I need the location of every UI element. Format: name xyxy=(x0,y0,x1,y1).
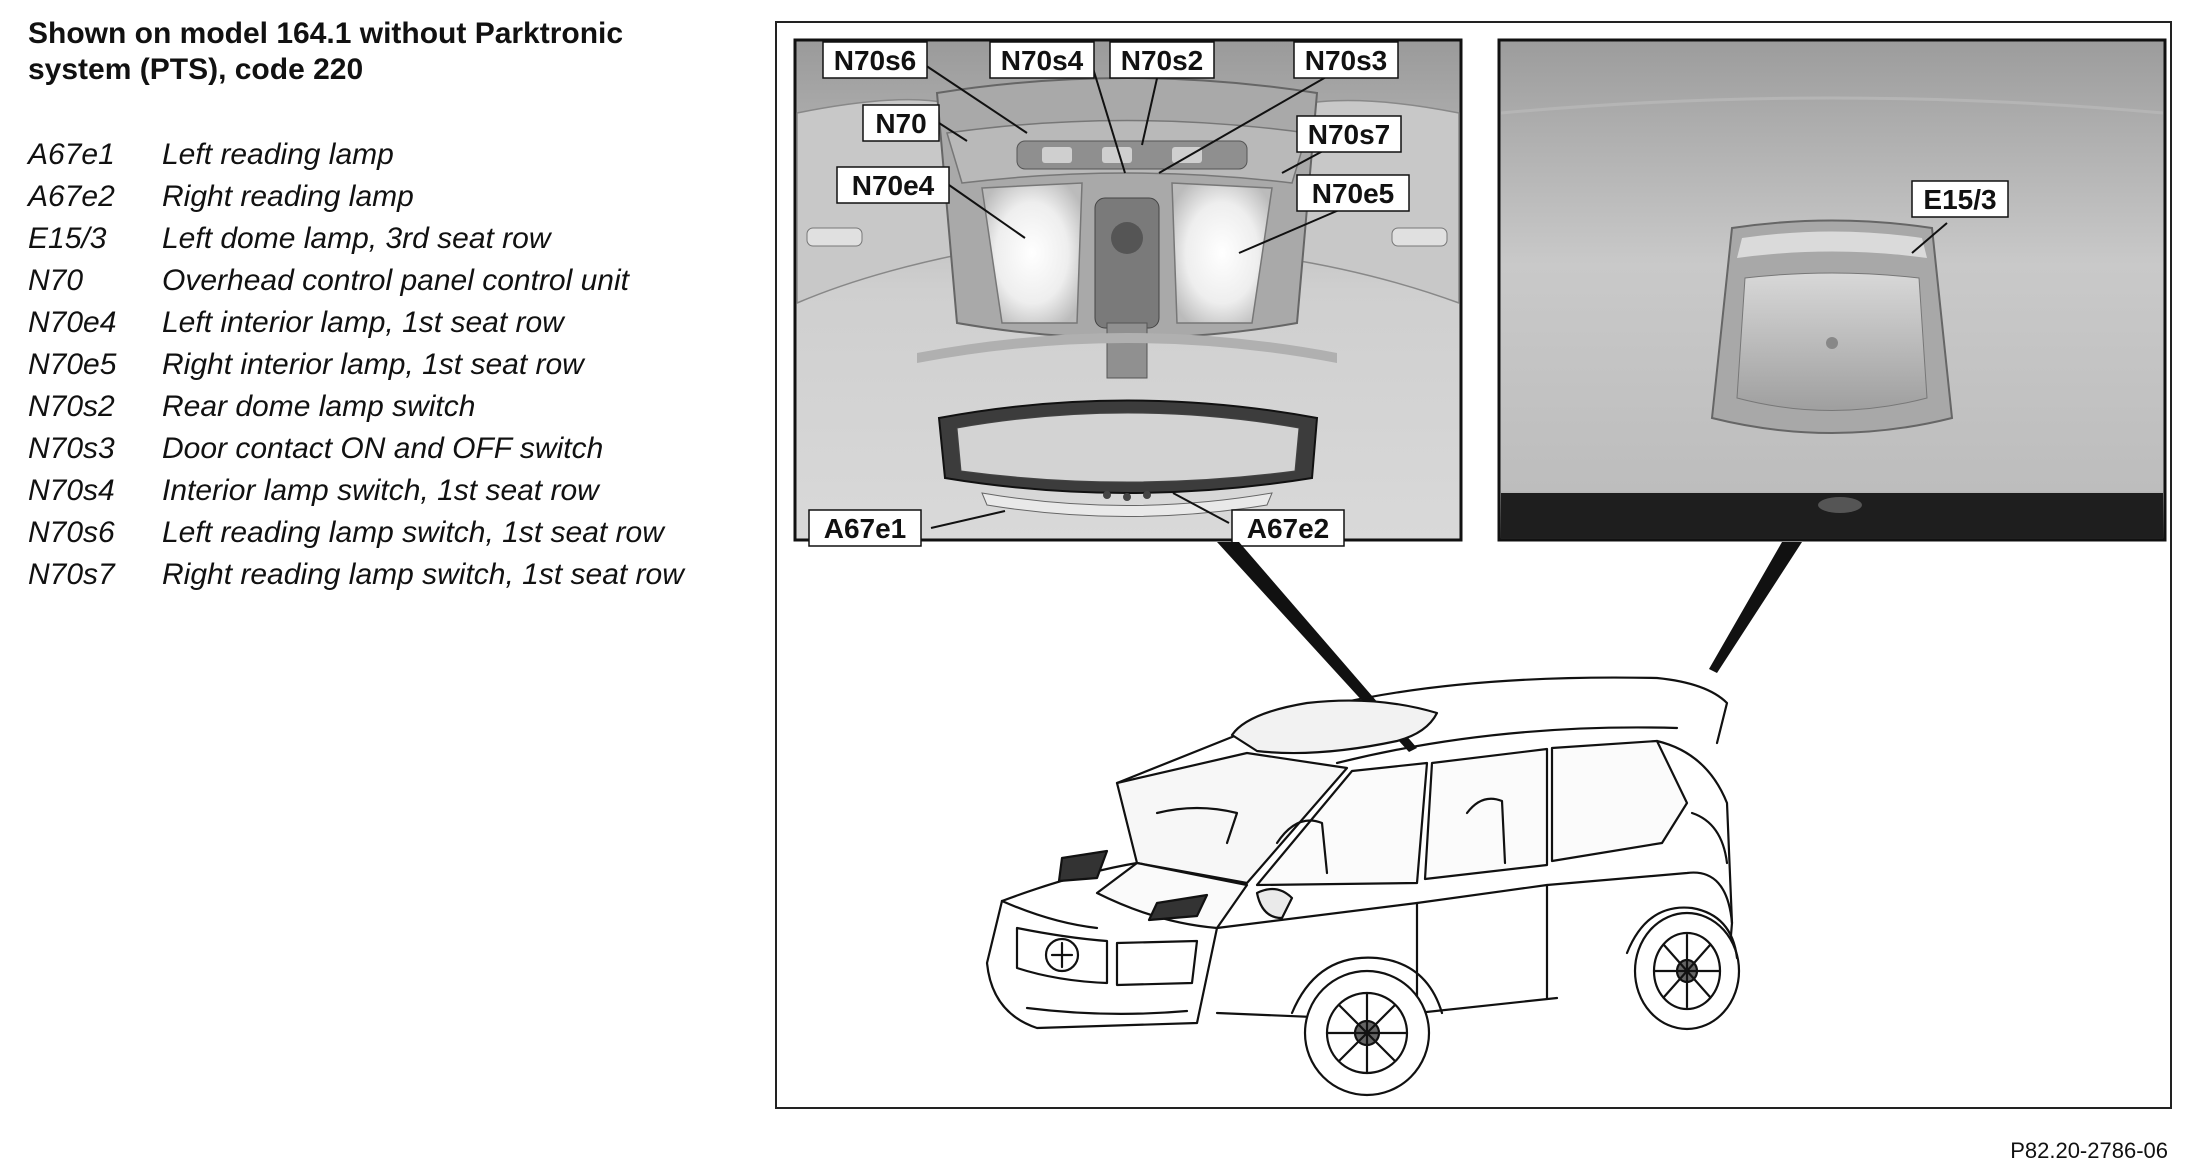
legend-code: N70 xyxy=(28,264,84,297)
legend-code: N70s7 xyxy=(28,558,115,591)
legend-item xyxy=(28,220,708,257)
callout-n70e4-label: N70e4 xyxy=(851,170,935,201)
callout-a67e2-label: A67e2 xyxy=(1246,513,1330,544)
callout-a67e2 xyxy=(1232,510,1344,546)
legend-desc: Right reading lamp switch, 1st seat row xyxy=(162,558,684,591)
legend-item xyxy=(28,514,708,551)
callout-n70e4 xyxy=(837,167,949,203)
callout-a67e1-label: A67e1 xyxy=(823,513,907,544)
legend-desc: Left reading lamp xyxy=(162,138,394,171)
overhead-panel-inset xyxy=(795,40,1461,546)
legend-item xyxy=(28,262,708,299)
callout-n70s6 xyxy=(823,42,927,78)
callout-n70s4-label: N70s4 xyxy=(1000,45,1084,76)
callout-n70-label: N70 xyxy=(875,108,927,139)
callout-n70s7 xyxy=(1297,116,1401,152)
figure-reference-number: P82.20-2786-06 xyxy=(2010,1138,2168,1163)
callout-a67e1 xyxy=(809,510,921,546)
callout-n70s3 xyxy=(1294,42,1398,78)
callout-n70s7-label: N70s7 xyxy=(1307,119,1391,150)
legend-desc: Interior lamp switch, 1st seat row xyxy=(162,474,599,507)
figure-heading: Shown on model 164.1 without Parktronic system (PTS), code 220 xyxy=(28,17,624,86)
figure-frame xyxy=(775,21,2172,1109)
legend-code: A67e2 xyxy=(28,180,115,213)
legend-item xyxy=(28,136,708,173)
legend-desc: Left dome lamp, 3rd seat row xyxy=(162,222,551,255)
legend-item xyxy=(28,304,708,341)
legend-desc: Right reading lamp xyxy=(162,180,414,213)
legend-item xyxy=(28,430,708,467)
legend-code: N70e4 xyxy=(28,306,117,339)
callout-e15-3 xyxy=(1912,181,2008,217)
vehicle-lighting-diagram xyxy=(777,23,2174,1111)
legend-item xyxy=(28,472,708,509)
legend-desc: Door contact ON and OFF switch xyxy=(162,432,604,465)
callout-n70e5 xyxy=(1297,175,1409,211)
legend-code: N70e5 xyxy=(28,348,117,381)
legend-desc: Overhead control panel control unit xyxy=(162,264,629,297)
legend-desc: Left interior lamp, 1st seat row xyxy=(162,306,564,339)
legend-desc: Right interior lamp, 1st seat row xyxy=(162,348,584,381)
callout-n70 xyxy=(863,105,939,141)
legend-item xyxy=(28,388,708,425)
legend-code: N70s4 xyxy=(28,474,115,507)
vehicle-illustration xyxy=(987,678,1739,1095)
callout-e15-3-label: E15/3 xyxy=(1923,184,1997,215)
legend-code: A67e1 xyxy=(28,138,115,171)
legend-code: N70s6 xyxy=(28,516,115,549)
legend-item xyxy=(28,556,708,593)
dome-lamp-inset xyxy=(1499,40,2165,540)
callout-n70s2 xyxy=(1110,42,1214,78)
legend-code: E15/3 xyxy=(28,222,107,255)
callout-n70s6-label: N70s6 xyxy=(833,45,917,76)
legend-code: N70s3 xyxy=(28,432,115,465)
legend-code: N70s2 xyxy=(28,390,115,423)
legend-desc: Rear dome lamp switch xyxy=(162,390,476,423)
legend-item xyxy=(28,178,708,215)
legend-desc: Left reading lamp switch, 1st seat row xyxy=(162,516,664,549)
component-legend xyxy=(28,136,708,598)
callout-n70s2-label: N70s2 xyxy=(1120,45,1204,76)
callout-n70e5-label: N70e5 xyxy=(1311,178,1395,209)
legend-item xyxy=(28,346,708,383)
callout-n70s3-label: N70s3 xyxy=(1304,45,1388,76)
callout-n70s4 xyxy=(990,42,1094,78)
